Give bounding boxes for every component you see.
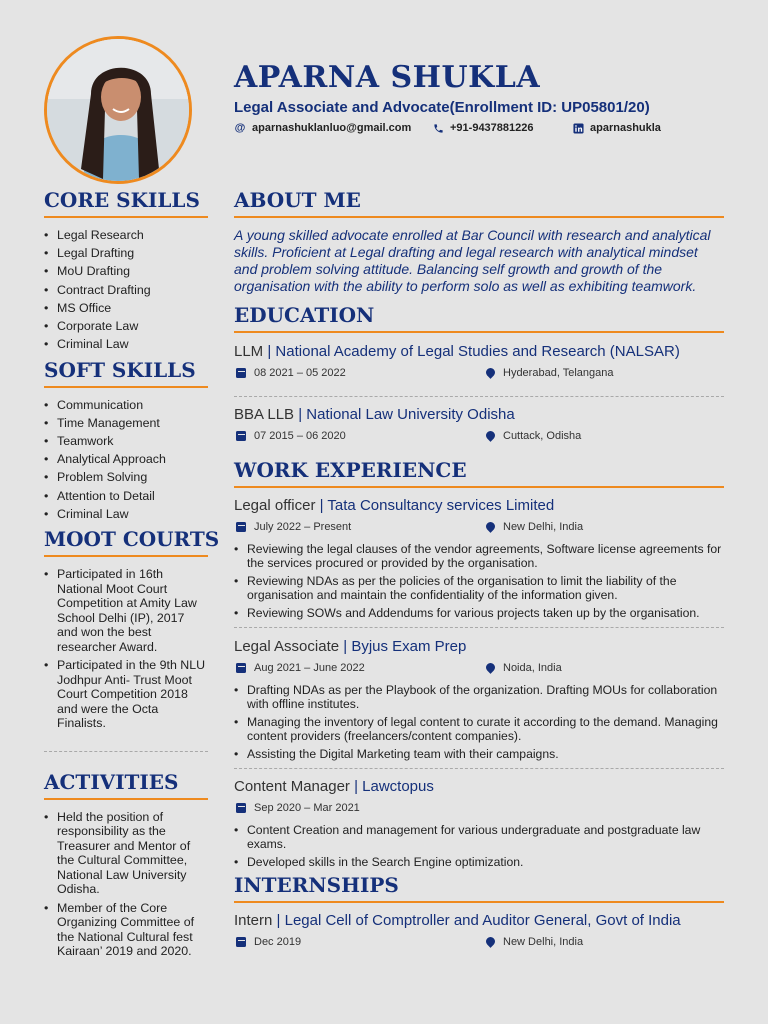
about-text: A young skilled advocate enrolled at Bar Council with research and analytical skills. Proficient at Legal drafting and legal research with analytical mindset and problem solving attitude. Balancing self growth and growth of the organisation with the ability to perform solo as well as exhibiting teamwork. [234, 227, 711, 294]
bullet-list [234, 823, 724, 869]
divider [234, 396, 724, 397]
entry-location: New Delhi, India [503, 521, 584, 533]
list-item: • Drafting NDAs as per the Playbook of the organization. Drafting MOUs for collaboration with offline institutes. [234, 683, 724, 711]
location-pin-icon [484, 935, 497, 948]
entry-dates: Dec 2019 [254, 936, 302, 948]
calendar-icon [236, 663, 246, 673]
entry-title [234, 343, 724, 360]
list-item: • Contract Drafting [44, 283, 208, 298]
location-pin-icon [484, 429, 497, 442]
organization: | Legal Cell of Comptroller and Auditor General, Govt of India [276, 912, 681, 929]
entry-location: Noida, India [503, 662, 562, 674]
entry-dates: July 2022 – Present [254, 521, 352, 533]
list-item: • Legal Drafting [44, 246, 208, 261]
list-item: • Developed skills in the Search Engine optimization. [234, 855, 724, 869]
list-item: • Reviewing SOWs and Addendums for various projects taken up by the organisation. [234, 606, 724, 620]
entry-dates: 07 2015 – 06 2020 [254, 430, 346, 442]
work-experience-heading: WORK EXPERIENCE [234, 458, 724, 488]
list-item: • Participated in 16th National Moot Court Competition at Amity Law School Delhi (IP), 2017 and won the best researcher Award. [44, 567, 208, 654]
profile-photo [44, 36, 192, 184]
location-pin-icon [484, 366, 497, 379]
email-contact[interactable] [234, 122, 411, 134]
list-item: • Attention to Detail [44, 489, 208, 504]
left-column [44, 188, 220, 963]
moot-courts-list [44, 567, 208, 731]
entry-meta [234, 430, 724, 446]
role: Content Manager [234, 778, 350, 795]
list-item: • Managing the inventory of legal content to curate it according to the demand. Managing content providers (freelancers/content companies). [234, 715, 724, 743]
location-pin-icon [484, 661, 497, 674]
entry-dates: Sep 2020 – Mar 2021 [254, 802, 360, 814]
entry-meta [234, 802, 724, 818]
list-item: • Problem Solving [44, 470, 208, 485]
right-column [234, 188, 724, 952]
candidate-name: APARNA SHUKLA [234, 60, 541, 95]
entry-location: Hyderabad, Telangana [503, 367, 614, 379]
list-item: • Criminal Law [44, 507, 208, 522]
degree: BBA LLB [234, 406, 295, 423]
work-entry [234, 497, 724, 620]
entry-meta [234, 367, 724, 383]
work-entry [234, 778, 724, 869]
phone-contact[interactable] [432, 122, 534, 134]
list-item: • Teamwork [44, 434, 208, 449]
entry-meta [234, 662, 724, 678]
list-item: • Legal Research [44, 228, 208, 243]
divider [234, 768, 724, 769]
education-heading: EDUCATION [234, 303, 724, 333]
internship-entry [234, 912, 724, 952]
list-item: • Member of the Core Organizing Committee of the National Cultural fest Kairaan’ 2019 and 2020. [44, 901, 208, 959]
entry-dates: 08 2021 – 05 2022 [254, 367, 346, 379]
entry-title [234, 638, 724, 655]
candidate-subtitle: Legal Associate and Advocate(Enrollment ID: UP05801/20) [234, 99, 650, 116]
role: Intern [234, 912, 273, 929]
location-pin-icon [484, 520, 497, 533]
calendar-icon [236, 368, 246, 378]
company: | Byjus Exam Prep [343, 638, 467, 655]
list-item: • Reviewing the legal clauses of the vendor agreements, Software license agreements for the services procured or provided by the organisation. [234, 542, 724, 570]
core-skills-heading: CORE SKILLS [44, 188, 208, 218]
calendar-icon [236, 431, 246, 441]
list-item: • Criminal Law [44, 337, 208, 352]
degree: LLM [234, 343, 264, 360]
list-item: • Held the position of responsibility as the Treasurer and Mentor of the Cultural Committee, National Law University Odisha. [44, 810, 208, 897]
list-item: • Participated in the 9th NLU Jodhpur Anti- Trust Moot Court Competition 2018 and were the Octa Finalists. [44, 658, 208, 731]
entry-title [234, 912, 724, 929]
linkedin-text[interactable]: aparnashukla [590, 122, 661, 134]
institution: | National Academy of Legal Studies and Research (NALSAR) [267, 343, 680, 360]
linkedin-contact[interactable] [572, 122, 661, 134]
list-item: • Corporate Law [44, 319, 208, 334]
linkedin-icon [572, 123, 584, 134]
bullet-list [234, 683, 724, 761]
calendar-icon [236, 937, 246, 947]
list-item: • Communication [44, 398, 208, 413]
company: | Lawctopus [354, 778, 434, 795]
entry-title [234, 406, 724, 423]
email-text[interactable]: aparnashuklanluo@gmail.com [252, 122, 412, 134]
entry-dates: Aug 2021 – June 2022 [254, 662, 365, 674]
moot-courts-heading: MOOT COURTS [44, 527, 208, 557]
about-heading: ABOUT ME [234, 188, 724, 218]
education-entry [234, 343, 724, 383]
entry-location: Cuttack, Odisha [503, 430, 582, 442]
role: Legal officer [234, 497, 316, 514]
calendar-icon [236, 522, 246, 532]
list-item: • Time Management [44, 416, 208, 431]
list-item: • MS Office [44, 301, 208, 316]
activities-list [44, 810, 208, 959]
divider [234, 627, 724, 628]
entry-location: New Delhi, India [503, 936, 584, 948]
at-icon: @ [234, 122, 246, 134]
soft-skills-heading: SOFT SKILLS [44, 358, 208, 388]
institution: | National Law University Odisha [298, 406, 515, 423]
phone-text[interactable]: +91-9437881226 [450, 122, 534, 134]
entry-title [234, 778, 724, 795]
role: Legal Associate [234, 638, 340, 655]
soft-skills-list [44, 398, 208, 522]
entry-meta [234, 521, 724, 537]
education-entry [234, 406, 724, 446]
activities-heading: ACTIVITIES [44, 770, 208, 800]
core-skills-list [44, 228, 208, 352]
work-entry [234, 638, 724, 761]
calendar-icon [236, 803, 246, 813]
list-item: • Assisting the Digital Marketing team with their campaigns. [234, 747, 724, 761]
internships-heading: INTERNSHIPS [234, 873, 724, 903]
bullet-list [234, 542, 724, 620]
list-item: • MoU Drafting [44, 264, 208, 279]
list-item: • Reviewing NDAs as per the policies of the organisation to limit the liability of the organisation and maintain the confidentiality of the information given. [234, 574, 724, 602]
company: | Tata Consultancy services Limited [319, 497, 555, 514]
divider [44, 751, 208, 752]
entry-title [234, 497, 724, 514]
profile-photo-image [47, 39, 192, 184]
entry-meta [234, 936, 724, 952]
list-item: • Analytical Approach [44, 452, 208, 467]
phone-icon [432, 123, 444, 134]
list-item: • Content Creation and management for various undergraduate and postgraduate law exams. [234, 823, 724, 851]
